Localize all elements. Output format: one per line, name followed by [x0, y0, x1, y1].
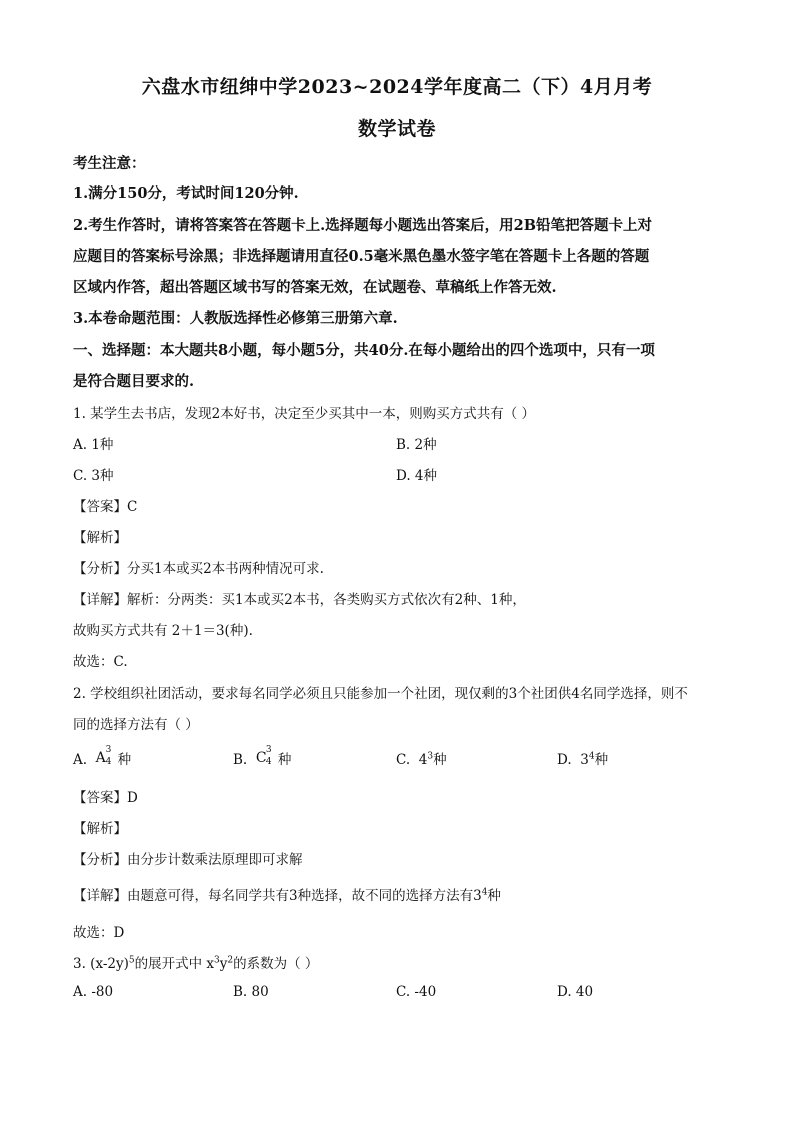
q1-option-a: A. 1种	[73, 437, 114, 453]
q2-conclusion: 故选：D	[73, 925, 125, 941]
answer-value: D	[127, 790, 138, 806]
notice-item-2-line-2: 应题目的答案标号涂黑；非选择题请用直径0.5毫米黑色墨水签字笔在答题卡上各题的答题	[73, 248, 650, 265]
q1-option-d: D. 4种	[396, 468, 438, 484]
q2-stem-line-2: 同的选择方法有（ ）	[73, 717, 199, 733]
q3-option-a: A. -80	[73, 984, 114, 1000]
q1-stem: 1. 某学生去书店，发现2本好书，决定至少买其中一本，则购买方式共有（ ）	[73, 406, 536, 422]
xiangjie-tag: 【详解】	[73, 888, 127, 904]
q1-option-c: C. 3种	[73, 468, 114, 484]
exam-title: 六盘水市纽绅中学2023~2024学年度高二（下）4月月考	[141, 76, 653, 98]
q2-stem-line-1: 2. 学校组织社团活动，要求每名同学必须且只能参加一个社团，现仅剩的3个社团供4名同学选择，则不	[73, 686, 688, 702]
notice-item-2-line-3: 区域内作答，超出答题区域书写的答案无效，在试题卷、草稿纸上作答无效.	[73, 279, 557, 296]
xiangjie-text: 解析：分两类：买1本或买2本书，各类购买方式依次有2种、1种，	[127, 592, 526, 608]
q1-calc: 故购买方式共有 2＋1＝3(种).	[73, 623, 253, 639]
q2-answer	[73, 786, 138, 806]
notice-item-2-line-1: 2.考生作答时，请将答案答在答题卡上.选择题每小题选出答案后，用2B铅笔把答题卡上对	[73, 217, 653, 234]
q2-option-b: B. C 3 4 种	[233, 745, 292, 768]
notice-heading: 考生注意：	[73, 155, 146, 172]
combination-symbol: C 3 4	[255, 745, 272, 767]
section-heading-line-2: 是符合题目要求的.	[73, 373, 195, 390]
answer-tag: 【答案】	[73, 790, 127, 806]
section-heading-line-1: 一、选择题：本大题共8小题，每小题5分，共40分.在每小题给出的四个选项中，只有一项	[73, 342, 655, 359]
q1-option-b: B. 2种	[396, 437, 437, 453]
q2-fenxi	[73, 848, 303, 868]
fenxi-tag: 【分析】	[73, 561, 127, 577]
q1-xiangjie	[73, 588, 526, 608]
xiangjie-tag: 【详解】	[73, 592, 127, 608]
permutation-symbol: A 3 4	[95, 745, 112, 767]
q1-analysis-tag: 【解析】	[73, 530, 127, 546]
q3-stem: 3. $(x-2y)^5$的展开式中 $x^3y^2$的系数为（ ）	[73, 955, 319, 972]
q1-conclusion: 故选：C.	[73, 654, 128, 670]
exam-subtitle: 数学试卷	[357, 118, 436, 140]
fenxi-tag: 【分析】	[73, 852, 127, 868]
q2-xiangjie: 【详解】由题意可得，每名同学共有3种选择，故不同的选择方法有$3^4$种	[73, 887, 501, 904]
notice-item-3: 3.本卷命题范围：人教版选择性必修第三册第六章.	[73, 310, 398, 327]
answer-value: C	[127, 499, 138, 515]
q3-option-b: B. 80	[233, 984, 269, 1000]
q3-option-d: D. 40	[557, 984, 594, 1000]
fenxi-text: 由分步计数乘法原理即可求解	[127, 852, 303, 868]
q1-fenxi	[73, 557, 324, 577]
notice-item-1: 1.满分150分，考试时间120分钟.	[73, 185, 299, 202]
q2-analysis-tag: 【解析】	[73, 821, 127, 837]
q3-option-c: C. -40	[396, 984, 437, 1000]
answer-tag: 【答案】	[73, 499, 127, 515]
q2-option-c: C. $4^3$种	[396, 751, 447, 768]
xiangjie-text: 由题意可得，每名同学共有3种选择，故不同的选择方法有	[127, 888, 474, 904]
q2-option-d: D. $3^4$种	[557, 751, 609, 768]
q2-option-a: A. A 3 4 种	[73, 745, 132, 768]
fenxi-text: 分买1本或买2本书两种情况可求.	[127, 561, 324, 577]
q1-answer	[73, 495, 137, 515]
